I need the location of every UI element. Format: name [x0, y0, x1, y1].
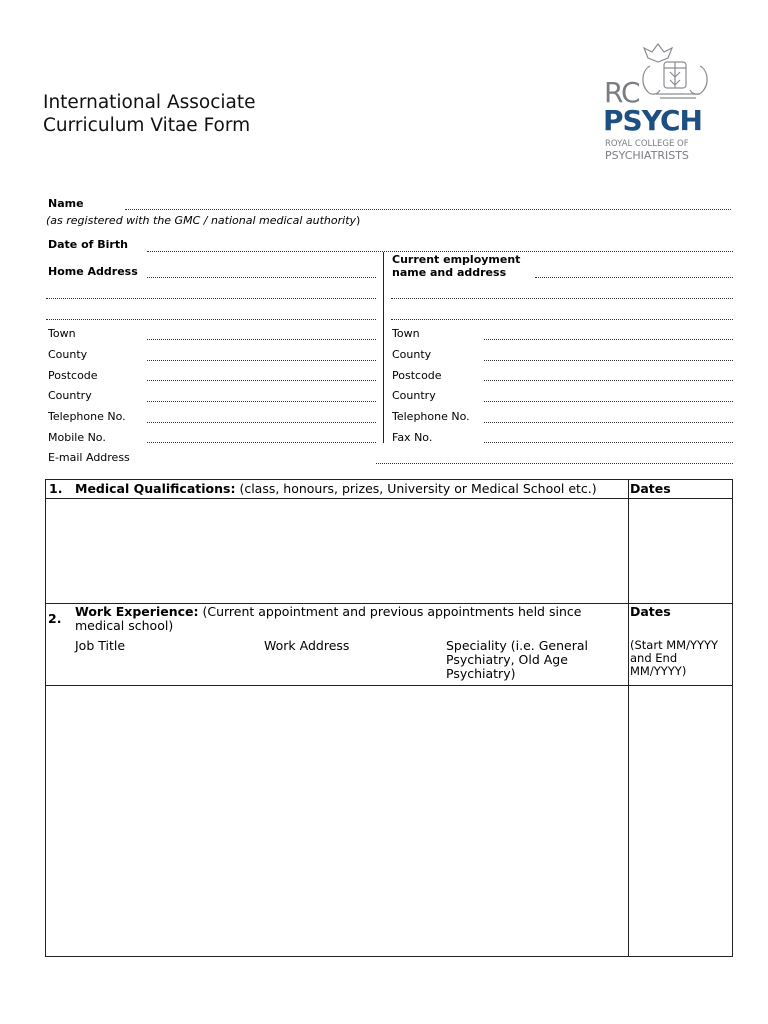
right-field-country: Country — [392, 389, 436, 402]
employment-line3[interactable] — [391, 319, 733, 320]
home-address-line1[interactable] — [147, 277, 376, 278]
form-title — [43, 91, 256, 137]
left-field-telephone: Telephone No. — [48, 410, 126, 423]
name-label: Name — [48, 197, 84, 210]
name-note: (as registered with the GMC / national medical authority) — [46, 214, 361, 227]
employment-line1[interactable] — [535, 277, 733, 278]
qualifications-entry-area[interactable] — [47, 500, 627, 602]
right-field-fax: Fax No. — [392, 431, 433, 444]
left-town-input[interactable] — [147, 339, 376, 340]
dob-field[interactable] — [147, 251, 733, 252]
right-town-input[interactable] — [484, 339, 733, 340]
form-title-line1: International Associate — [43, 92, 256, 113]
left-field-postcode: Postcode — [48, 369, 98, 382]
right-fax-input[interactable] — [484, 442, 733, 443]
dob-label: Date of Birth — [48, 238, 128, 251]
home-address-label: Home Address — [48, 265, 138, 278]
left-field-town: Town — [48, 327, 76, 340]
logo-line2: PSYCHIATRISTS — [605, 149, 689, 162]
left-field-mobile: Mobile No. — [48, 431, 106, 444]
employment-line2[interactable] — [391, 298, 733, 299]
left-postcode-input[interactable] — [147, 380, 376, 381]
left-field-country: Country — [48, 389, 92, 402]
rcpsych-logo — [600, 38, 718, 168]
work-entry-area[interactable] — [47, 687, 627, 955]
email-label: E-mail Address — [48, 451, 130, 464]
right-field-town: Town — [392, 327, 420, 340]
logo-rc: RC — [604, 76, 640, 109]
name-field[interactable] — [125, 209, 731, 210]
logo-psych: PSYCH — [603, 104, 702, 137]
left-county-input[interactable] — [147, 360, 376, 361]
section2-heading: Work Experience: (Current appointment and previous appointments held since medical school) — [75, 604, 582, 633]
left-country-input[interactable] — [147, 401, 376, 402]
work-dates-area[interactable] — [630, 687, 731, 955]
section1-heading: Medical Qualifications: (class, honours, prizes, University or Medical School etc.) — [75, 481, 597, 496]
left-telephone-input[interactable] — [147, 422, 376, 423]
qualifications-dates-area[interactable] — [630, 500, 731, 602]
home-address-line2[interactable] — [46, 298, 376, 299]
right-country-input[interactable] — [484, 401, 733, 402]
column-divider — [383, 252, 384, 443]
left-field-county: County — [48, 348, 88, 361]
column-speciality: Speciality (i.e. General Psychiatry, Old Age Psychiatry) — [446, 638, 589, 681]
right-postcode-input[interactable] — [484, 380, 733, 381]
work-dates-divider — [628, 603, 629, 957]
form-title-line2: Curriculum Vitae Form — [43, 115, 251, 136]
section2-number: 2. — [48, 611, 62, 626]
section1-number: 1. — [49, 481, 63, 496]
home-address-line3[interactable] — [46, 319, 376, 320]
section2-dates-label: Dates — [630, 604, 671, 619]
left-mobile-input[interactable] — [147, 442, 376, 443]
qualifications-header-divider — [45, 498, 733, 499]
right-field-postcode: Postcode — [392, 369, 442, 382]
qualifications-dates-divider — [628, 479, 629, 604]
section1-dates-label: Dates — [630, 481, 671, 496]
dates-format-note: (Start MM/YYYY and End MM/YYYY) — [630, 638, 719, 678]
logo-line1: ROYAL COLLEGE OF — [605, 139, 689, 149]
right-telephone-input[interactable] — [484, 422, 733, 423]
column-work-address: Work Address — [264, 638, 350, 653]
column-job-title: Job Title — [75, 638, 126, 653]
right-county-input[interactable] — [484, 360, 733, 361]
email-input[interactable] — [376, 463, 733, 464]
right-field-county: County — [392, 348, 432, 361]
work-header-divider — [45, 685, 733, 686]
employment-label: Current employment name and address — [392, 253, 521, 279]
right-field-telephone: Telephone No. — [392, 410, 470, 423]
